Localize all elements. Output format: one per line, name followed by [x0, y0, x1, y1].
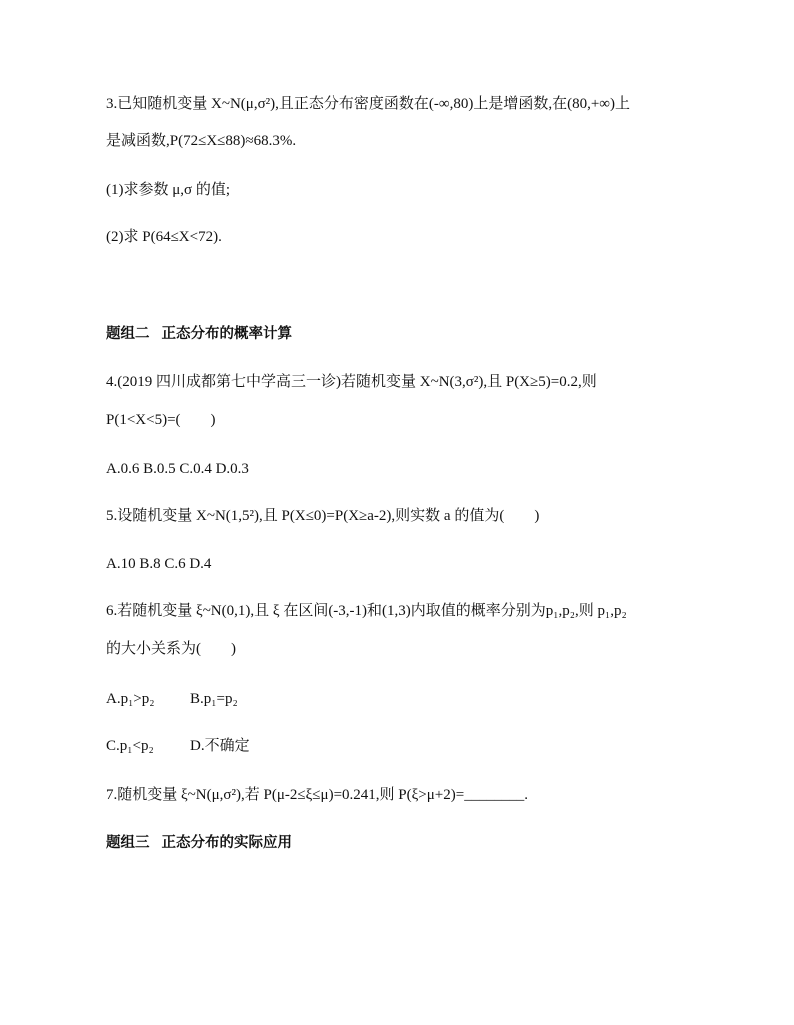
group-3-title: 正态分布的实际应用 [161, 835, 292, 851]
question-6-options-row-1 [106, 689, 238, 709]
question-3-stem-line-2: 是减函数,P(72≤X≤88)≈68.3%. [106, 133, 297, 149]
group-2-label: 题组二 [106, 326, 150, 342]
question-6-option-c: C.p₁<p₂ [106, 738, 154, 754]
question-6-stem-line-1: 6.若随机变量 ξ~N(0,1),且 ξ 在区间(-3,-1)和(1,3)内取值的概率分别为p₁,p₂,则 p₁,p₂ [106, 603, 627, 619]
question-7-stem: 7.随机变量 ξ~N(μ,σ²),若 P(μ-2≤ξ≤μ)=0.241,则 P(ξ>μ+2)=________. [106, 787, 528, 803]
question-6-option-d: D.不确定 [190, 738, 250, 754]
question-4-stem-line-2: P(1<X<5)=( ) [106, 412, 216, 428]
question-6-options-row-2 [106, 736, 250, 756]
group-2-title: 正态分布的概率计算 [161, 326, 292, 342]
question-5-stem: 5.设随机变量 X~N(1,5²),且 P(X≤0)=P(X≥a-2),则实数 a 的值为( ) [106, 508, 540, 524]
question-3-stem-line-1: 3.已知随机变量 X~N(μ,σ²),且正态分布密度函数在(-∞,80)上是增函数,在(80,+∞)上 [106, 96, 630, 112]
question-6-option-b: B.p₁=p₂ [190, 691, 238, 707]
question-4-options: A.0.6 B.0.5 C.0.4 D.0.3 [106, 461, 249, 477]
question-3-part-2: (2)求 P(64≤X<72). [106, 229, 222, 245]
section-heading-group-3 [106, 833, 292, 853]
question-6-option-a: A.p₁>p₂ [106, 691, 155, 707]
group-3-label: 题组三 [106, 835, 150, 851]
section-heading-group-2 [106, 324, 292, 344]
question-5-options: A.10 B.8 C.6 D.4 [106, 556, 212, 572]
question-3-part-1: (1)求参数 μ,σ 的值; [106, 182, 231, 198]
question-4-stem-line-1: 4.(2019 四川成都第七中学高三一诊)若随机变量 X~N(3,σ²),且 P(X≥5)=0.2,则 [106, 374, 597, 390]
question-6-stem-line-2: 的大小关系为( ) [106, 641, 236, 657]
